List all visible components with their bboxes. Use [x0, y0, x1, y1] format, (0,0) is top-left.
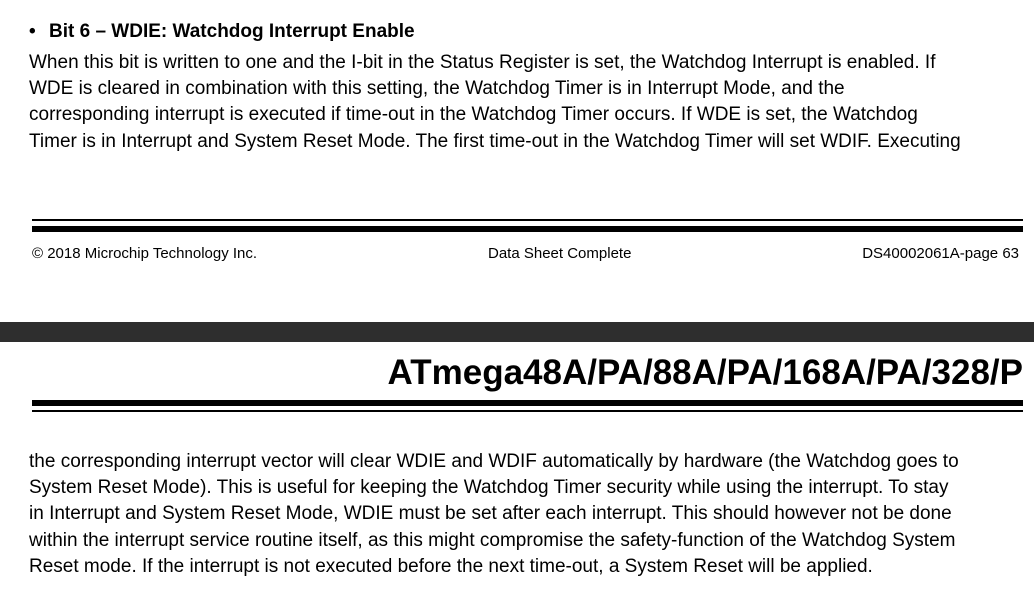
section-heading-text: Bit 6 – WDIE: Watchdog Interrupt Enable — [49, 21, 415, 42]
paragraph-line: When this bit is written to one and the I-bit in the Status Register is set, the Watchdog Interrupt is enabled. If — [29, 52, 936, 73]
footer-rule-thin — [32, 219, 1023, 221]
paragraph-line: corresponding interrupt is executed if time-out in the Watchdog Timer occurs. If WDE is set, the Watchdog — [29, 104, 918, 126]
bullet: • — [29, 21, 36, 42]
paragraph-line: Reset mode. If the interrupt is not executed before the next time-out, a System Reset will be applied. — [29, 555, 873, 577]
paragraph-line: the corresponding interrupt vector will clear WDIE and WDIF automatically by hardware (the Watchdog goes to — [29, 451, 959, 472]
header-rule-thin — [32, 410, 1023, 412]
page-separator — [0, 322, 1034, 342]
footer-page-ref: DS40002061A-page 63 — [862, 245, 1019, 262]
document-title: ATmega48A/PA/88A/PA/168A/PA/328/P — [387, 353, 1023, 392]
paragraph-line: System Reset Mode). This is useful for keeping the Watchdog Timer security while using the interrupt. To stay — [29, 477, 949, 499]
paragraph-line: WDE is cleared in combination with this setting, the Watchdog Timer is in Interrupt Mode, and the — [29, 78, 845, 100]
footer-doc-type: Data Sheet Complete — [488, 245, 632, 262]
header-rule-thick — [32, 400, 1023, 406]
paragraph-line: Timer is in Interrupt and System Reset Mode. The first time-out in the Watchdog Timer will set WDIF. Executing — [29, 130, 961, 152]
paragraph-line: in Interrupt and System Reset Mode, WDIE must be set after each interrupt. This should however not be done — [29, 503, 952, 525]
paragraph-line: within the interrupt service routine itself, as this might compromise the safety-function of the Watchdog System — [29, 529, 956, 551]
footer-copyright: © 2018 Microchip Technology Inc. — [32, 245, 258, 262]
section-heading — [29, 19, 415, 45]
footer-rule-thick — [32, 226, 1023, 232]
paragraph-bottom — [29, 449, 959, 580]
paragraph-top — [29, 50, 961, 155]
